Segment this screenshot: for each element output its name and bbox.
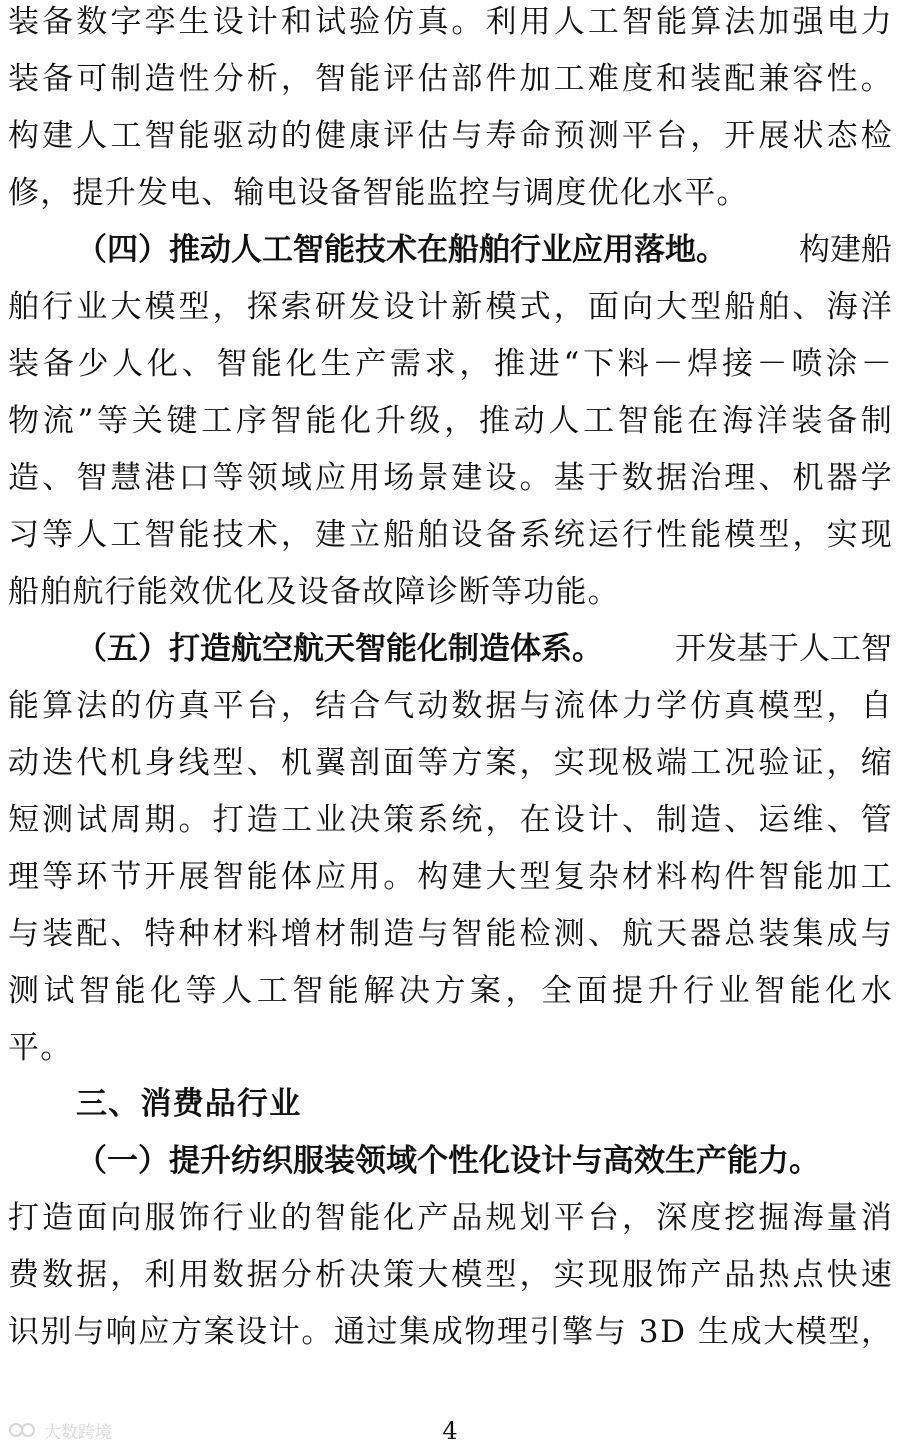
text-line: 打 造 面 向 服 饰 行 业 的 智 能 化 产 品 规 划 平 台 ， 深 度 挖 掘 海 量 消 [8, 1200, 892, 1236]
text-line: 装 备 可 制 造 性 分 析 ， 智 能 评 估 部 件 加 工 难 度 和 装 配 兼 容 性 。 [8, 61, 892, 97]
text-run: 开发基于人工智 [675, 631, 892, 667]
text-line: 与 装 配 、 特 种 材 料 增 材 制 造 与 智 能 检 测 、 航 天 器 总 装 集 成 与 [8, 916, 892, 952]
text-line: 能 算 法 的 仿 真 平 台 ， 结 合 气 动 数 据 与 流 体 力 学 仿 真 模 型 ， 自 [8, 688, 892, 724]
text-line: 物 流 ” 等 关 键 工 序 智 能 化 升 级 ， 推 动 人 工 智 能 在 海 洋 装 备 制 [8, 403, 892, 439]
page-number: 4 [442, 1417, 458, 1445]
text-line: 测 试 智 能 化 等 人 工 智 能 解 决 方 案 ， 全 面 提 升 行 业 智 能 化 水 [8, 973, 892, 1009]
text-line: 修，提升发电、输电设备智能监控与调度优化水平。 [8, 175, 749, 211]
text-run: 构建船 [799, 232, 892, 268]
text-line: 舶 行 业 大 模 型 ， 探 索 研 发 设 计 新 模 式 ， 面 向 大 型 船 舶 、 海 洋 [8, 289, 892, 325]
text-line: 动 迭 代 机 身 线 型 、 机 翼 剖 面 等 方 案 ， 实 现 极 端 工 况 验 证 ， 缩 [8, 745, 892, 781]
watermark-text: 大数跨境 [44, 1422, 112, 1443]
text-line: 短 测 试 周 期 。 打 造 工 业 决 策 系 统 ， 在 设 计 、 制 造 、 运 维 、 管 [8, 802, 892, 838]
text-line: 费 数 据 ， 利 用 数 据 分 析 决 策 大 模 型 ， 实 现 服 饰 产 品 热 点 快 速 [8, 1257, 892, 1293]
text-line: 装 备 少 人 化 、 智 能 化 生 产 需 求 ， 推 进 “ 下 料 － 焊 接 － 喷 涂 － [8, 346, 892, 382]
text-line: 识 别 与 响 应 方 案 设 计 。 通 过 集 成 物 理 引 擎 与 3 D 生 成 大 模 型 ， [8, 1314, 892, 1350]
paragraph-heading: （四）推动人工智能技术在船舶行业应用落地。 [76, 232, 727, 268]
paragraph-first-line [76, 627, 892, 671]
text-line: 造 、 智 慧 港 口 等 领 域 应 用 场 景 建 设 。 基 于 数 据 治 理 、 机 器 学 [8, 460, 892, 496]
text-line: 船舶航行能效优化及设备故障诊断等功能。 [8, 574, 620, 610]
paragraph-heading: （五）打造航空航天智能化制造体系。 [76, 631, 603, 667]
text-line: 装 备 数 字 孪 生 设 计 和 试 验 仿 真 。 利 用 人 工 智 能 算 法 加 强 电 力 [8, 4, 892, 40]
text-line: 理 等 环 节 开 展 智 能 体 应 用 。 构 建 大 型 复 杂 材 料 构 件 智 能 加 工 [8, 859, 892, 895]
paragraph-heading: （一）提升纺织服装领域个性化设计与高效生产能力。 [76, 1143, 820, 1179]
paragraph-first-line [76, 1139, 892, 1183]
text-line: 平。 [8, 1030, 73, 1066]
text-line: 习 等 人 工 智 能 技 术 ， 建 立 船 舶 设 备 系 统 运 行 性 能 模 型 ， 实 现 [8, 517, 892, 553]
section-heading: 三、消费品行业 [76, 1086, 302, 1122]
paragraph-first-line [76, 228, 892, 272]
text-line: 构 建 人 工 智 能 驱 动 的 健 康 评 估 与 寿 命 预 测 平 台 ， 开 展 状 态 检 [8, 118, 892, 154]
